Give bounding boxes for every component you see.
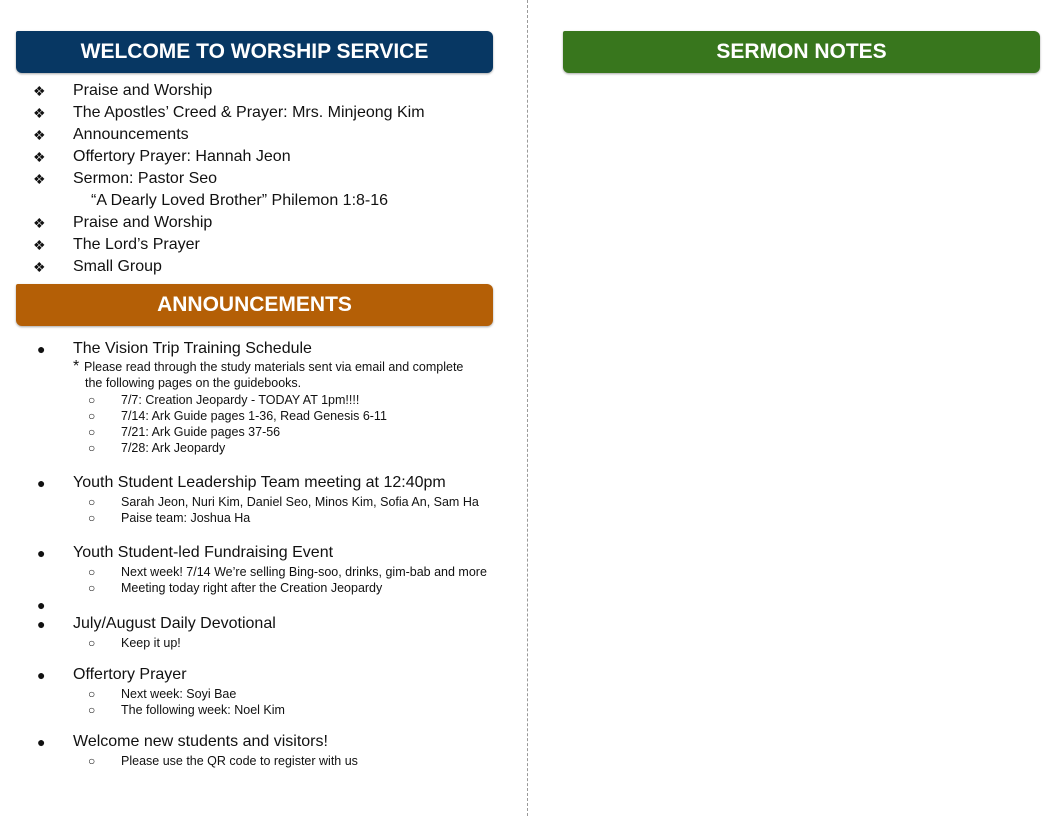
announcement-devotional [0, 613, 525, 651]
asterisk-icon: * [73, 358, 80, 375]
worship-order-item: ❖ Announcements [0, 124, 520, 146]
list-item: ○ 7/28: Ark Jeopardy [88, 441, 226, 455]
sermon-title: “A Dearly Loved Brother” Philemon 1:8-16 [91, 192, 389, 209]
list-item: ○ Keep it up! [88, 636, 181, 650]
worship-order-list [0, 80, 520, 278]
worship-service-banner: WELCOME TO WORSHIP SERVICE [16, 31, 493, 73]
sermon-notes-banner: SERMON NOTES [563, 31, 1040, 73]
announcement-note: * Please read through the study materials sent via email and complete [73, 358, 464, 375]
list-item: ○ Sarah Jeon, Nuri Kim, Daniel Seo, Minos Kim, Sofia An, Sam Ha [88, 495, 479, 509]
announcement-title: ● Welcome new students and visitors! [0, 731, 525, 753]
fold-divider [527, 0, 528, 816]
worship-order-item: ❖ Sermon: Pastor Seo [0, 168, 520, 190]
bullet-icon: ● [37, 341, 46, 357]
list-item: ○ 7/21: Ark Guide pages 37-56 [88, 425, 281, 439]
list-item: ○ Please use the QR code to register with us [88, 754, 358, 768]
worship-order-item: ❖ The Lord’s Prayer [0, 234, 520, 256]
announcement-offertory [0, 664, 525, 718]
announcement-fundraising [0, 542, 525, 596]
announcement-leadership-meeting [0, 472, 525, 526]
bullet-icon: ● [37, 597, 46, 613]
diamond-bullet-icon: ❖ [33, 149, 46, 165]
worship-order-item: ❖ Small Group [0, 256, 520, 278]
worship-order-item: ❖ Praise and Worship [0, 212, 520, 234]
diamond-bullet-icon: ❖ [33, 237, 46, 253]
list-item: ○ Paise team: Joshua Ha [88, 511, 251, 525]
circle-bullet-icon: ○ [88, 754, 96, 768]
circle-bullet-icon: ○ [88, 636, 96, 650]
bullet-icon: ● [37, 545, 46, 561]
worship-order-item: ❖ Praise and Worship [0, 80, 520, 102]
diamond-bullet-icon: ❖ [33, 215, 46, 231]
announcement-title: ● July/August Daily Devotional [0, 613, 525, 635]
circle-bullet-icon: ○ [88, 409, 96, 423]
announcement-note: the following pages on the guidebooks. [85, 376, 302, 390]
bullet-icon: ● [37, 734, 46, 750]
diamond-bullet-icon: ❖ [33, 83, 46, 99]
worship-order-item: ❖ Offertory Prayer: Hannah Jeon [0, 146, 520, 168]
list-item: ○ The following week: Noel Kim [88, 703, 285, 717]
circle-bullet-icon: ○ [88, 425, 96, 439]
list-item: ○ 7/14: Ark Guide pages 1-36, Read Genesis 6-11 [88, 409, 387, 423]
diamond-bullet-icon: ❖ [33, 105, 46, 121]
announcement-title: ● Youth Student-led Fundraising Event [0, 542, 525, 564]
worship-order-item: ❖ The Apostles’ Creed & Prayer: Mrs. Minjeong Kim [0, 102, 520, 124]
announcement-title: ● Offertory Prayer [0, 664, 525, 686]
list-item: ○ Meeting today right after the Creation Jeopardy [88, 581, 383, 595]
diamond-bullet-icon: ❖ [33, 171, 46, 187]
circle-bullet-icon: ○ [88, 511, 96, 525]
diamond-bullet-icon: ❖ [33, 259, 46, 275]
announcement-title: ● The Vision Trip Training Schedule [0, 338, 525, 360]
circle-bullet-icon: ○ [88, 441, 96, 455]
diamond-bullet-icon: ❖ [33, 127, 46, 143]
announcement-welcome [0, 731, 525, 769]
circle-bullet-icon: ○ [88, 687, 96, 701]
announcement-title: ● Youth Student Leadership Team meeting at 12:40pm [0, 472, 525, 494]
list-item: ○ Next week! 7/14 We’re selling Bing-soo, drinks, gim-bab and more [88, 565, 487, 579]
announcements-banner: ANNOUNCEMENTS [16, 284, 493, 326]
circle-bullet-icon: ○ [88, 703, 96, 717]
circle-bullet-icon: ○ [88, 393, 96, 407]
circle-bullet-icon: ○ [88, 495, 96, 509]
bullet-icon: ● [37, 667, 46, 683]
announcement-vision-trip [0, 338, 525, 456]
list-item: ○ Next week: Soyi Bae [88, 687, 237, 701]
bullet-icon: ● [37, 616, 46, 632]
circle-bullet-icon: ○ [88, 581, 96, 595]
list-item: ○ 7/7: Creation Jeopardy - TODAY AT 1pm!!!! [88, 393, 360, 407]
bullet-icon: ● [37, 475, 46, 491]
circle-bullet-icon: ○ [88, 565, 96, 579]
